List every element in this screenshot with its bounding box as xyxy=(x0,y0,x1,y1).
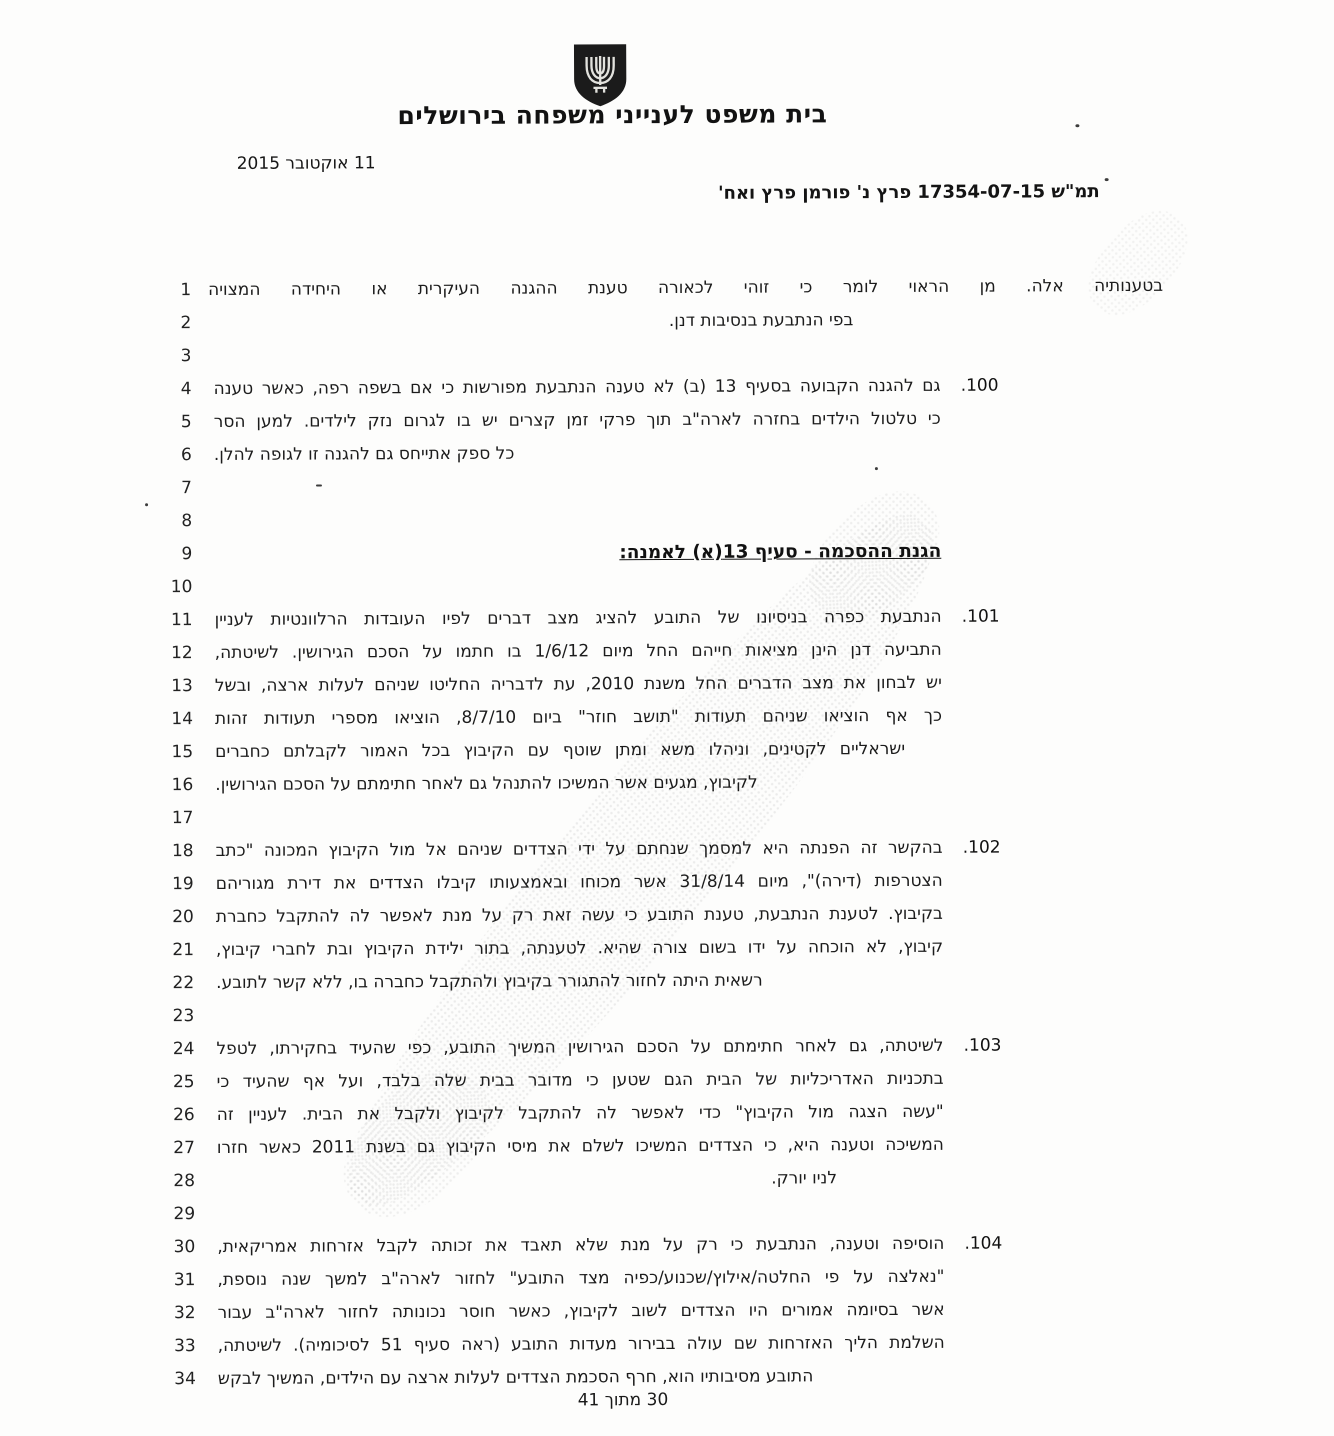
court-title: בית משפט לענייני משפחה בירושלים xyxy=(397,99,828,131)
line-number: 19 xyxy=(172,874,194,895)
scan-speck xyxy=(1105,178,1109,181)
text-line: לשיטתה, גם לאחר חתימתם על הסכם הגירושין המשיך התובע, כפי שהעיד בחקירתו, לטפל xyxy=(216,1035,944,1059)
line-number: 27 xyxy=(173,1138,195,1159)
line-number: 11 xyxy=(170,610,193,631)
paragraph-number: 103. xyxy=(963,1035,1002,1056)
line-number: 10 xyxy=(170,577,193,598)
text-line: כך אף הוציאו שניהם תעודות "תושב חוזר" ביום 8/7/10, הוציאו מספרי תעודות זהות xyxy=(214,705,943,729)
page-indicator: 30 מתוך 41 xyxy=(577,1390,669,1411)
text-line: הוסיפה וטענה, הנתבעת כי רק על מנת שלא תאבד את זכותה לקבל אזרחות אמריקאית, xyxy=(217,1233,945,1257)
text-line: הנתבעת כפרה בניסיונו של התובע להציג מצב דברים לפיו העובדות הרלוונטיות לעניין xyxy=(214,606,942,630)
line-number: 7 xyxy=(181,478,193,499)
line-number: 29 xyxy=(173,1204,196,1225)
scan-speck xyxy=(316,485,322,487)
text-line: גם להגנה הקבועה בסעיף 13 (ב) לא טענה הנתבעת מפורשות כי אם בשפה רפה, כאשר טענה xyxy=(213,375,941,399)
line-number: 2 xyxy=(180,313,192,334)
line-number: 18 xyxy=(171,841,194,862)
text-line: לניו יורק. xyxy=(771,1168,838,1189)
line-number: 8 xyxy=(181,511,193,532)
text-line: כי טלטול הילדים בחזרה לארה"ב תוך פרקי זמן קצרים יש בו לגרום נזק לילדים. למען הסר xyxy=(213,408,941,432)
line-number: 30 xyxy=(173,1237,196,1258)
line-number: 15 xyxy=(171,742,194,763)
text-line: הצטרפות (דירה)", מיום 31/8/14 אשר מכוחו ובאמצעותו קיבלו הצדדים את דירת מגוריהם xyxy=(215,870,943,894)
paragraph-number: 102. xyxy=(962,837,1001,858)
text-line: אשר בסיומה אמורים היו הצדדים לשוב לקיבוץ, כאשר חוסר נכונותה לחזור לארה"ב עבור xyxy=(217,1299,945,1323)
line-number: 24 xyxy=(172,1039,195,1060)
section-heading: הגנת ההסכמה - סעיף 13(א) לאמנה: xyxy=(619,540,942,564)
line-number: 9 xyxy=(181,544,193,565)
line-number: 3 xyxy=(180,346,192,367)
line-number: 34 xyxy=(174,1369,196,1390)
case-reference: תמ"ש 17354-07-15 פרץ נ' פורמן פרץ ואח' xyxy=(717,181,1100,204)
line-number: 33 xyxy=(174,1336,196,1357)
line-number: 21 xyxy=(172,940,195,961)
text-line: "עשה הצגה מול הקיבוץ" כדי לאפשר לה להתקבל לקיבוץ ולקבל את הבית. לעניין זה xyxy=(216,1101,944,1125)
text-line: כל ספק אתייחס גם להגנה זו לגופה להלן. xyxy=(213,443,515,465)
line-number: 16 xyxy=(171,775,194,796)
line-number: 25 xyxy=(172,1072,195,1093)
line-number: 22 xyxy=(172,973,195,994)
text-line: התביעה דנן הינן מציאות חייהם החל מיום 1/6/12 בו חתמו על הסכם הגירושין. לשיטתה, xyxy=(214,639,942,663)
scan-speck xyxy=(1075,124,1079,127)
text-line: השלמת הליך האזרחות שם עולה בבירור מעדות התובע (ראה סעיף 51 לסיכומיה). לשיטתה, xyxy=(217,1332,945,1356)
paragraph-number: 101. xyxy=(961,606,1000,627)
line-number: 31 xyxy=(173,1270,196,1291)
scan-speck xyxy=(145,503,148,506)
line-number: 20 xyxy=(172,907,194,928)
line-number: 5 xyxy=(180,412,192,433)
line-number: 13 xyxy=(171,676,193,697)
line-number: 28 xyxy=(173,1171,196,1192)
text-line: בתכניות האדריכליות של הבית הגם שטען כי מדובר בבית שלה בלבד, ועל אף שהעיד כי xyxy=(216,1068,944,1092)
text-line: המשיכה וטענה היא, כי הצדדים המשיכו לשלם את מיסי הקיבוץ גם בשנת 2011 כאשר חזרו xyxy=(216,1134,944,1158)
text-line: קיבוץ, לא הוכחה על ידו בשום צורה שהיא. לטענתה, בתור ילידת הקיבוץ ובת לחברי קיבוץ, xyxy=(215,936,944,960)
line-number: 6 xyxy=(180,445,192,466)
line-number: 4 xyxy=(180,379,192,400)
line-number: 26 xyxy=(173,1105,195,1126)
text-line: יש לבחון את מצב הדברים החל משנת 2010, עת לדבריה החליטו שניהם לעלות ארצה, ובשל xyxy=(214,672,942,696)
line-number: 12 xyxy=(171,643,193,664)
line-number: 1 xyxy=(180,280,192,301)
paragraph-number: 100. xyxy=(960,375,999,396)
text-line: רשאית היתה לחזור להתגורר בקיבוץ ולהתקבל כחברה בו, ללא קשר לתובע. xyxy=(216,970,763,993)
line-number: 17 xyxy=(171,808,194,829)
text-line: "נאלצה על פי החלטה/אילוץ/שכנוע/כפיה מצד התובע" לחזור לארה"ב למשך שנה נוספת, xyxy=(217,1266,945,1290)
text-line: בקיבוץ. לטענת הנתבעת, טענת התובע כי עשה זאת רק על מנת לאפשר לה להתקבל כחברת xyxy=(215,903,943,927)
paragraph-number: 104. xyxy=(964,1233,1003,1254)
line-number: 32 xyxy=(173,1303,196,1324)
text-line: בפי הנתבעת בנסיבות דנן. xyxy=(668,310,854,331)
text-line: לקיבוץ, מגעים אשר המשיכו להתנהל גם לאחר חתימתם על הסכם הגירושין. xyxy=(215,772,758,795)
line-number: 23 xyxy=(172,1006,195,1027)
text-line: התובע מסיבותיו הוא, חרף הסכמת הצדדים לעלות ארצה עם הילדים, המשיך לבקש xyxy=(217,1366,814,1389)
text-line: בטענותיה אלה. מן הראוי לומר כי זוהי לכאורה טענת ההגנה העיקרית או היחידה המצויה xyxy=(208,275,1164,300)
document-date: 11 אוקטובר 2015 xyxy=(236,153,376,174)
line-number: 14 xyxy=(171,709,194,730)
scan-watermark xyxy=(1072,195,1204,331)
israel-state-emblem-icon xyxy=(571,42,629,108)
text-line: ישראליים לקטינים, וניהלו משא ומתן שוטף עם הקיבוץ בכל האמור לקבלתם כחברים xyxy=(215,738,906,762)
text-line: בהקשר זה הפנתה היא למסמך שנחתם על ידי הצדדים שניהם אל מול הקיבוץ המכונה "כתב xyxy=(215,837,943,861)
